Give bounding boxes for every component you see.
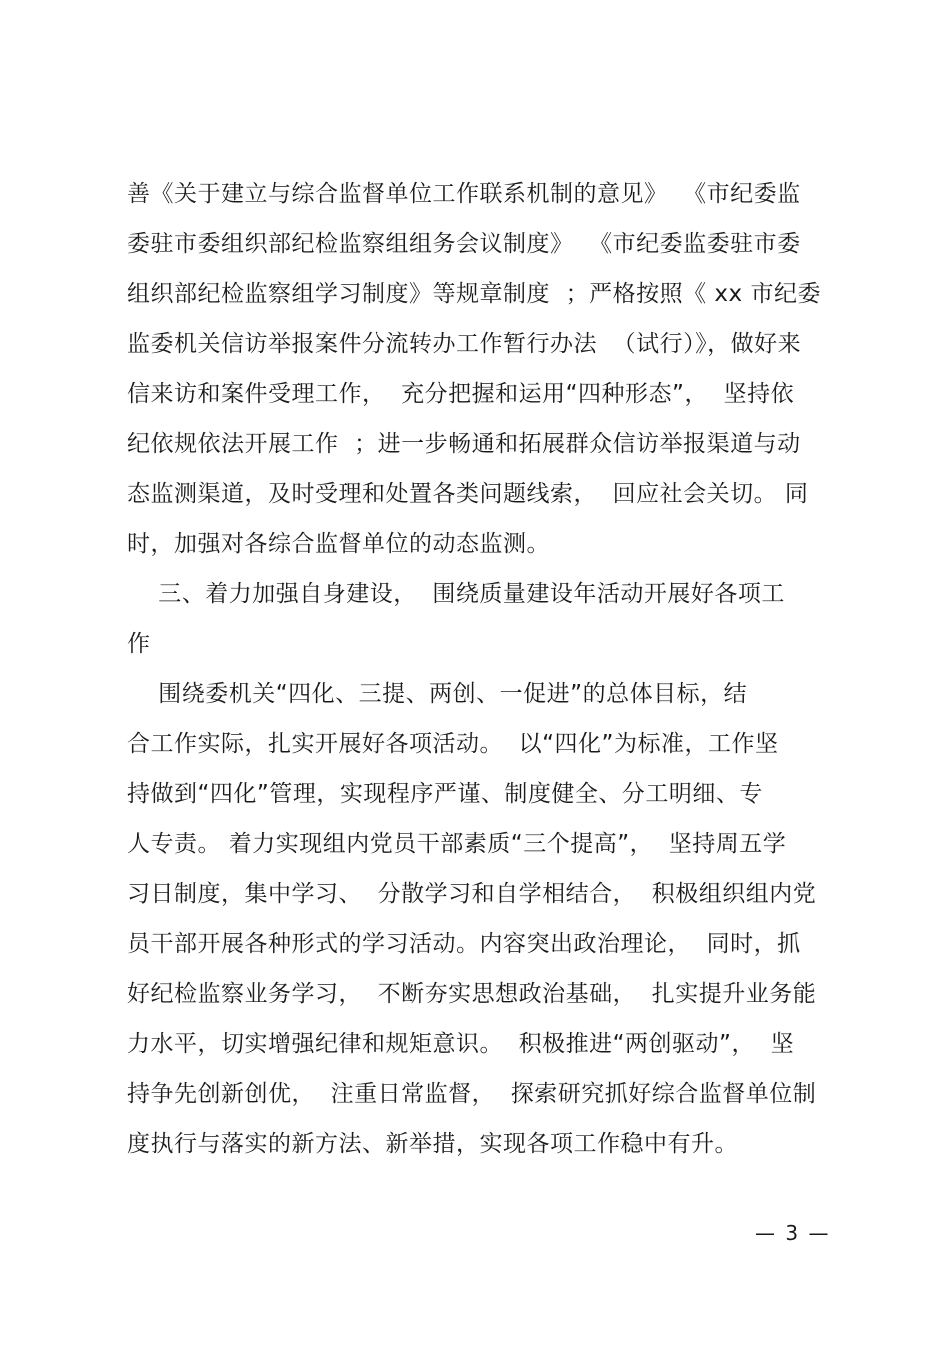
body-text-line: 力水平，切实增强纪律和规矩意识。 积极推进“两创驱动”， 坚 [127,1031,795,1057]
body-text-line: 员干部开展各种形式的学习活动。内容突出政治理论， 同时，抓 [127,931,801,957]
section-heading-line: 三、着力加强自身建设， 围绕质量建设年活动开展好各项工 [127,581,785,607]
body-text-line: 人专责。 着力实现组内党员干部素质“三个提高”， 坚持周五学 [127,831,787,857]
body-text-line: 时，加强对各综合监督单位的动态监测。 [127,531,550,557]
body-text-line: 持做到“四化”管理，实现程序严谨、制度健全、分工明细、专 [127,781,763,807]
section-heading-line: 作 [127,631,151,657]
page-number: — 3 — [755,1221,831,1245]
body-text-line: 态监测渠道，及时受理和处置各类问题线索， 回应社会关切。 同 [127,481,809,507]
body-text-line: 好纪检监察业务学习， 不断夯实思想政治基础， 扎实提升业务能 [127,981,817,1007]
body-text-line: 组织部纪检监察组学习制度》等规章制度 ；严格按照《 xx 市纪委 [127,281,821,307]
body-text-line: 持争先创新创优， 注重日常监督， 探索研究抓好综合监督单位制 [127,1081,817,1107]
body-text-line: 围绕委机关“四化、三提、两创、一促进”的总体目标，结 [127,681,748,707]
body-text-line: 度执行与落实的新方法、新举措，实现各项工作稳中有升。 [127,1131,738,1157]
body-text-line: 善《关于建立与综合监督单位工作联系机制的意见》 《市纪委监 [127,181,801,207]
body-text-line: 信来访和案件受理工作， 充分把握和运用“四种形态”， 坚持依 [127,381,795,407]
body-text-line: 纪依规依法开展工作 ；进一步畅通和拓展群众信访举报渠道与动 [127,431,801,457]
body-text-line: 习日制度，集中学习、 分散学习和自学相结合， 积极组织组内党 [127,881,817,907]
body-text-line: 监委机关信访举报案件分流转办工作暂行办法 （试行）》，做好来 [127,331,802,357]
body-text-line: 委驻市委组织部纪检监察组组务会议制度》 《市纪委监委驻市委 [127,231,801,257]
body-text-line: 合工作实际，扎实开展好各项活动。 以“四化”为标准，工作坚 [127,731,779,757]
